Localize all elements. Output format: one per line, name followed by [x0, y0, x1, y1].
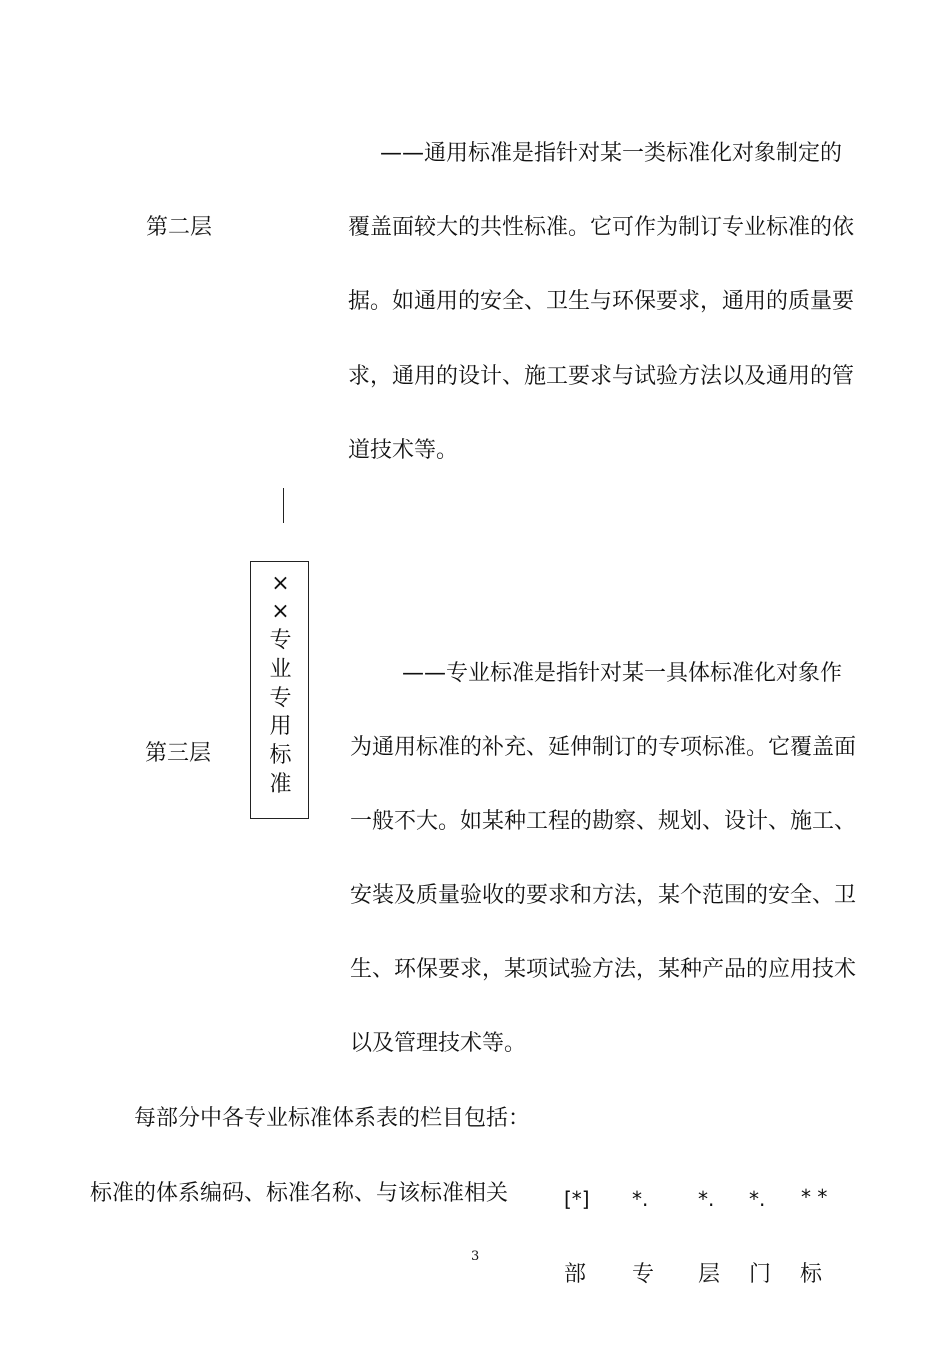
box-char-6: 用 — [269, 714, 292, 739]
box-char-4: 业 — [269, 657, 292, 682]
layer3-text-line-4: 安装及质量验收的要求和方法，某个范围的安全、卫 — [350, 883, 857, 908]
connector-line — [283, 488, 284, 523]
layer2-text-line-2: 覆盖面较大的共性标准。它可作为制订专业标准的依 — [348, 215, 855, 240]
code-part-5: * * — [801, 1185, 828, 1209]
layer2-text-line-3: 据。如通用的安全、卫生与环保要求，通用的质量要 — [348, 289, 855, 314]
layer2-text-line-4: 求，通用的设计、施工要求与试验方法以及通用的管 — [348, 364, 855, 389]
code-part-1: [*] — [564, 1187, 590, 1211]
layer3-text-line-5: 生、环保要求，某项试验方法，某种产品的应用技术 — [350, 957, 857, 982]
page-number: 3 — [471, 1249, 480, 1264]
box-char-2: × — [271, 599, 290, 624]
layer3-text-line-1: ——专业标准是指针对某一具体标准化对象作 — [402, 661, 843, 686]
layer3-text-line-3: 一般不大。如某种工程的勘察、规划、设计、施工、 — [350, 809, 857, 834]
layer2-text-line-5: 道技术等。 — [348, 438, 459, 463]
code-label-4: 门 — [749, 1262, 772, 1287]
layer3-text-line-2: 为通用标准的补充、延伸制订的专项标准。它覆盖面 — [350, 735, 857, 760]
code-label-5: 标 — [800, 1262, 823, 1287]
box-char-1: × — [271, 571, 290, 596]
layer3-label: 第三层 — [145, 741, 212, 766]
code-label-2: 专 — [632, 1262, 655, 1287]
columns-line: 标准的体系编码、标准名称、与该标准相关 — [90, 1181, 509, 1206]
code-label-1: 部 — [564, 1262, 587, 1287]
box-char-3: 专 — [269, 628, 292, 653]
code-part-3: *. — [698, 1187, 715, 1211]
box-char-8: 准 — [269, 772, 292, 797]
code-label-3: 层 — [698, 1262, 721, 1287]
layer2-label: 第二层 — [146, 215, 213, 240]
box-char-7: 标 — [269, 743, 292, 768]
columns-intro: 每部分中各专业标准体系表的栏目包括： — [134, 1106, 531, 1131]
code-part-2: *. — [632, 1187, 649, 1211]
box-char-5: 专 — [269, 686, 292, 711]
layer2-text-line-1: ——通用标准是指针对某一类标准化对象制定的 — [380, 141, 843, 166]
professional-standard-box — [250, 561, 309, 819]
code-part-4: *. — [749, 1187, 766, 1211]
layer3-text-line-6: 以及管理技术等。 — [350, 1031, 527, 1056]
